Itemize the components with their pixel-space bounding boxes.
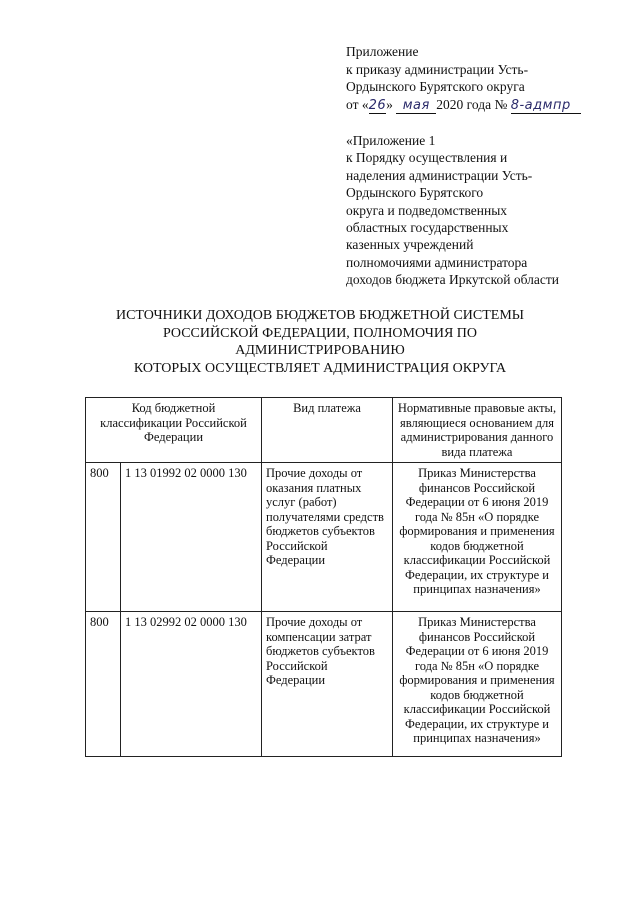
budget-code-cell bbox=[121, 463, 262, 612]
order-number-handwritten: 8-адмпр bbox=[510, 97, 571, 113]
appendix-line: «Приложение 1 bbox=[346, 133, 436, 148]
header-payment: Вид платежа bbox=[262, 398, 393, 463]
date-sep: » bbox=[386, 96, 393, 112]
header-line-3: Ордынского Бурятского округа bbox=[346, 79, 525, 94]
appendix-line: к Порядку осуществления и bbox=[346, 150, 508, 166]
acts-cell: Приказ Министерства финансов Российской Федерации от 6 июня 2019 года № 85н «О порядке формирования и применения кодов бюджетной классификации Российской Федерации, их структуре и принципах назначения» bbox=[393, 463, 562, 612]
table-row bbox=[86, 463, 562, 612]
header-code: Код бюджетной классификации Российской Федерации bbox=[86, 398, 262, 463]
title-line-3: АДМИНИСТРИРОВАНИЮ bbox=[235, 343, 405, 358]
appendix-line: доходов бюджета Иркутской области bbox=[346, 272, 559, 288]
appendix-line: областных государственных bbox=[346, 220, 509, 236]
appendix-line: округа и подведомственных bbox=[346, 202, 508, 218]
table-row bbox=[86, 612, 562, 757]
payment-cell: Прочие доходы от оказания платных услуг (работ) получателями средств бюджетов субъектов Российской Федерации bbox=[262, 463, 393, 612]
title-line-2: РОССИЙСКОЙ ФЕДЕРАЦИИ, ПОЛНОМОЧИЯ ПО bbox=[162, 325, 478, 341]
order-header bbox=[346, 43, 581, 114]
date-day-handwritten: 26 bbox=[368, 97, 387, 113]
header-date-line bbox=[346, 96, 581, 114]
document-title bbox=[60, 307, 580, 377]
income-sources-table bbox=[85, 397, 562, 757]
appendix-line: полномочиями администратора bbox=[346, 254, 528, 270]
title-line-1: ИСТОЧНИКИ ДОХОДОВ БЮДЖЕТОВ БЮДЖЕТНОЙ СИСТЕМЫ bbox=[115, 308, 524, 323]
header-acts: Нормативные правовые акты, являющиеся основанием для администрирования данного вида платежа bbox=[393, 398, 562, 463]
date-prefix: от « bbox=[346, 96, 369, 112]
appendix-line: наделения администрации Усть- bbox=[346, 167, 533, 183]
date-year-text: 2020 года № bbox=[436, 96, 508, 112]
header-line-2: к приказу администрации Усть- bbox=[346, 61, 529, 77]
appendix-1-block bbox=[346, 132, 559, 289]
payment-cell: Прочие доходы от компенсации затрат бюджетов субъектов Российской Федерации bbox=[262, 612, 393, 757]
date-month-handwritten: мая bbox=[402, 97, 430, 113]
acts-cell: Приказ Министерства финансов Российской Федерации от 6 июня 2019 года № 85н «О порядке формирования и применения кодов бюджетной классификации Российской Федерации, их структуре и принципах назначения» bbox=[393, 612, 562, 757]
admin-code-cell: 800 bbox=[86, 612, 121, 757]
admin-code-cell: 800 bbox=[86, 463, 121, 612]
budget-code-text: 1 13 01992 02 0000 130 bbox=[125, 466, 247, 480]
title-line-4: КОТОРЫХ ОСУЩЕСТВЛЯЕТ АДМИНИСТРАЦИЯ ОКРУГА bbox=[133, 360, 507, 376]
appendix-line: казенных учреждений bbox=[346, 237, 474, 253]
appendix-line: Ордынского Бурятского bbox=[346, 185, 484, 201]
table-header-row bbox=[86, 398, 562, 463]
budget-code-cell: 1 13 02992 02 0000 130 bbox=[121, 612, 262, 757]
header-line-1: Приложение bbox=[346, 44, 419, 59]
